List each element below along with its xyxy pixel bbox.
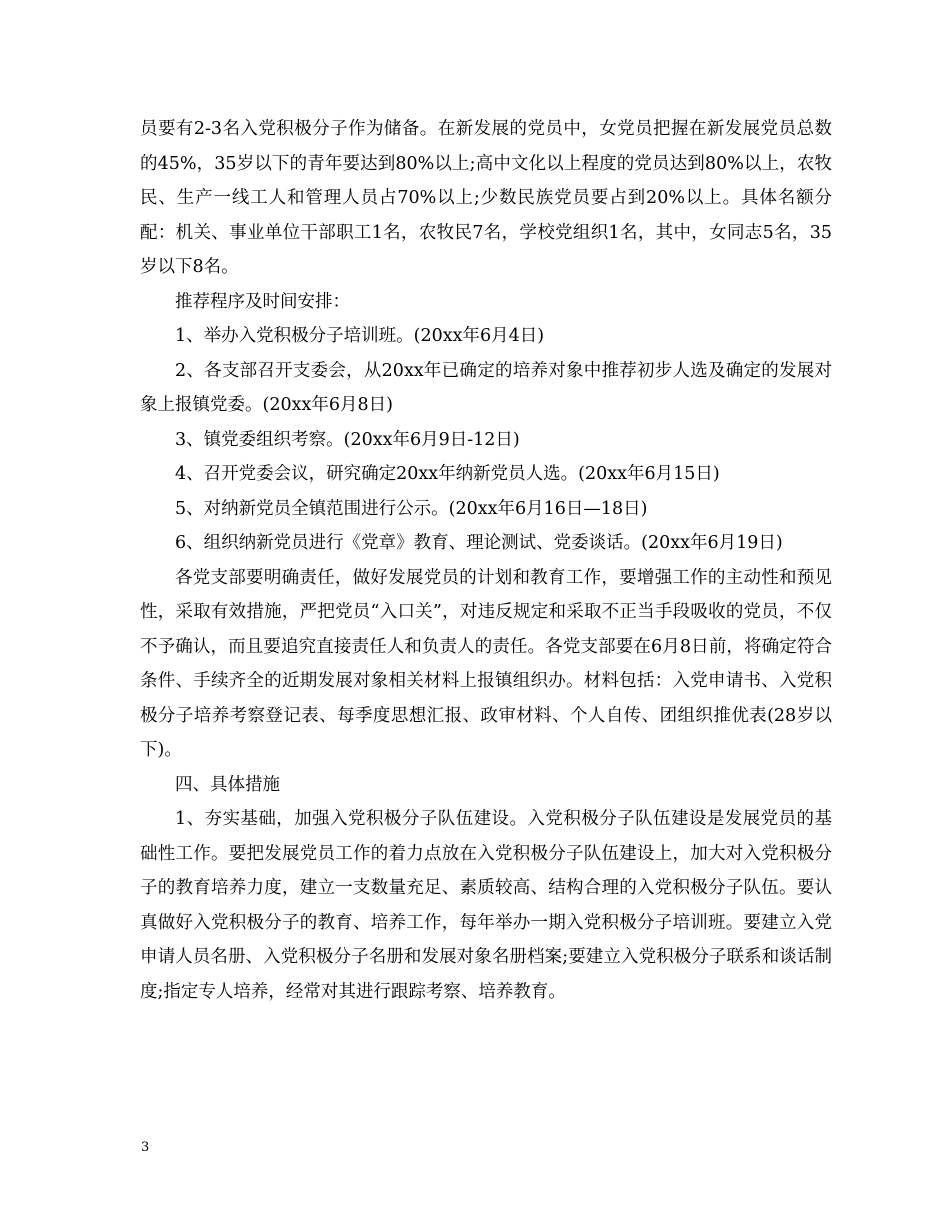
paragraph: 1、举办入党积极分子培训班。(20xx年6月4日) bbox=[175, 326, 545, 346]
paragraph: 1、夯实基础，加强入党积极分子队伍建设。入党积极分子队伍建设是发展党员的基础性工作。要把发展党员工作的着力点放在入党积极分子队伍建设上，加大对入党积极分子的教育培养力度，建立一支数量充足、素质较高、结构合理的入党积极分子队伍。要认真做好入党积极分子的教育、培养工作，每年举办一期入党积极分子培训班。要建立入党申请人员名册、入党积极分子名册和发展对象名册档案;要建立入党积极分子联系和谈话制度;指定专人培养，经常对其进行跟踪考察、培养教育。 bbox=[140, 809, 832, 1002]
paragraph: 员要有2-3名入党积极分子作为储备。在新发展的党员中，女党员把握在新发展党员总数的45%，35岁以下的青年要达到80%以上;高中文化以上程度的党员达到80%以上，农牧民、生产一线工人和管理人员占70%以上;少数民族党员要占到20%以上。具体名额分配：机关、事业单位干部职工1名，农牧民7名，学校党组织1名，其中，女同志5名，35岁以下8名。 bbox=[140, 119, 832, 277]
page-number: 3 bbox=[141, 1140, 150, 1155]
paragraph: 6、组织纳新党员进行《党章》教育、理论测试、党委谈话。(20xx年6月19日) bbox=[175, 533, 783, 553]
paragraph: 推荐程序及时间安排： bbox=[175, 291, 350, 312]
paragraph: 2、各支部召开支委会，从20xx年已确定的培养对象中推荐初步人选及确定的发展对象上报镇党委。(20xx年6月8日) bbox=[140, 360, 832, 415]
document-body bbox=[140, 112, 832, 1009]
paragraph: 3、镇党委组织考察。(20xx年6月9日-12日) bbox=[175, 429, 520, 450]
paragraph: 4、召开党委会议，研究确定20xx年纳新党员人选。(20xx年6月15日) bbox=[175, 464, 720, 484]
section-heading: 四、具体措施 bbox=[175, 774, 280, 795]
paragraph: 5、对纳新党员全镇范围进行公示。(20xx年6月16日—18日) bbox=[175, 498, 648, 519]
paragraph: 各党支部要明确责任，做好发展党员的计划和教育工作，要增强工作的主动性和预见性，采取有效措施，严把党员“入口关”，对违反规定和采取不正当手段吸收的党员，不仅不予确认，而且要追究直接责任人和负责人的责任。各党支部要在6月8日前，将确定符合条件、手续齐全的近期发展对象相关材料上报镇组织办。材料包括：入党申请书、入党积极分子培养考察登记表、每季度思想汇报、政审材料、个人自传、团组织推优表(28岁以下)。 bbox=[140, 567, 832, 760]
